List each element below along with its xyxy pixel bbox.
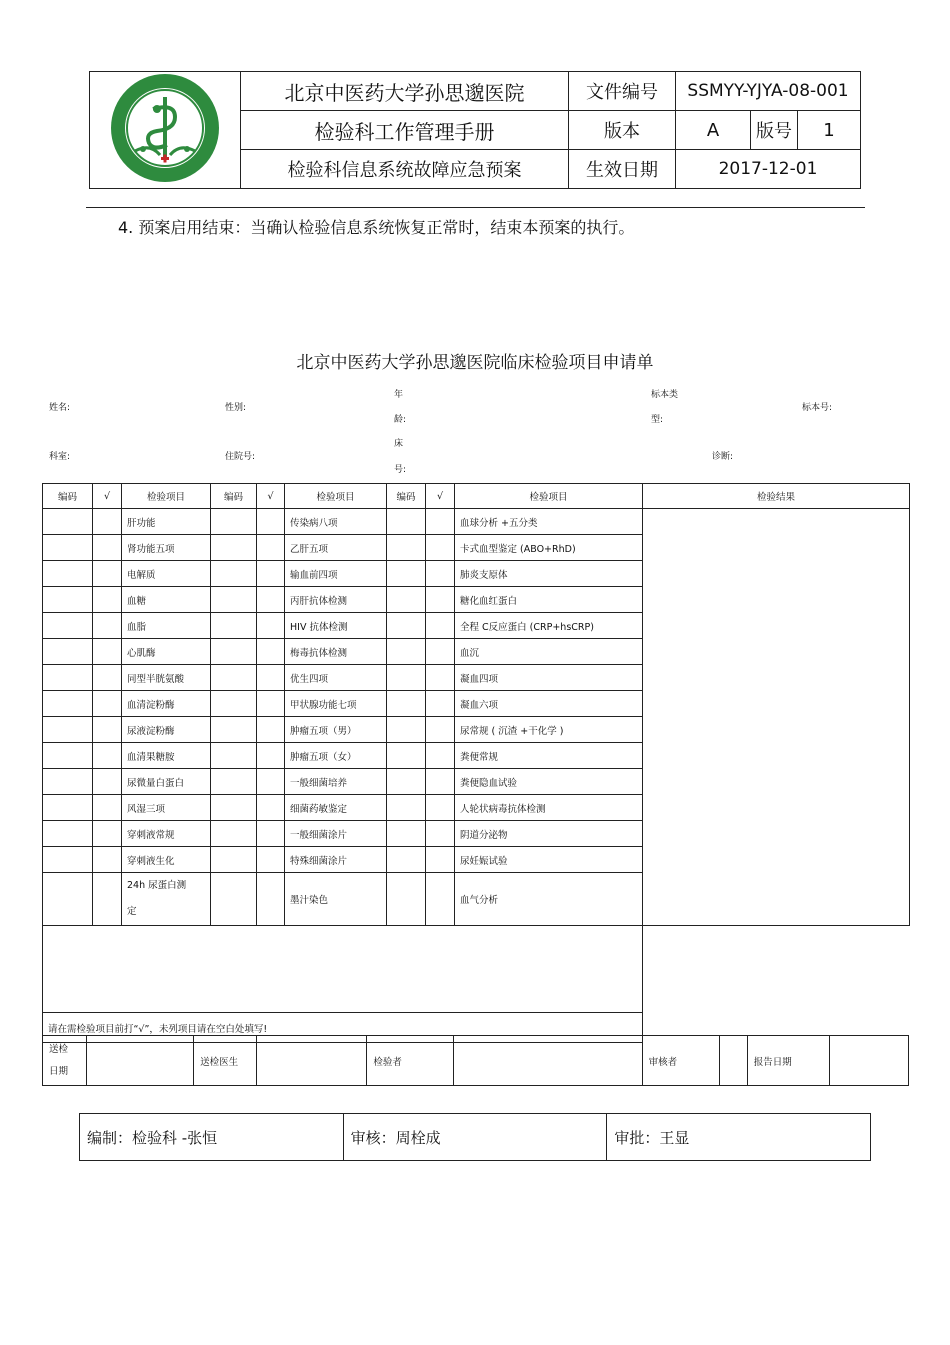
check-cell[interactable] bbox=[93, 821, 122, 847]
test-item-line-1: 24h 尿蛋白测 bbox=[127, 880, 187, 891]
code-cell[interactable] bbox=[211, 561, 257, 587]
code-cell[interactable] bbox=[43, 873, 93, 926]
send-date-label-1: 送检 bbox=[49, 1043, 69, 1055]
test-item: 粪便隐血试验 bbox=[455, 769, 643, 795]
code-cell[interactable] bbox=[387, 769, 426, 795]
check-cell[interactable] bbox=[426, 873, 455, 926]
test-item: 糖化血红蛋白 bbox=[455, 587, 643, 613]
header-divider bbox=[86, 207, 865, 208]
form-title: 北京中医药大学孙思邈医院临床检验项目申请单 bbox=[296, 353, 654, 373]
test-item: 梅毒抗体检测 bbox=[285, 639, 387, 665]
check-cell[interactable] bbox=[257, 821, 285, 847]
test-item: 一般细菌培养 bbox=[285, 769, 387, 795]
test-item: 肾功能五项 bbox=[122, 535, 211, 561]
code-cell[interactable] bbox=[43, 821, 93, 847]
test-item-line-2: 定 bbox=[127, 906, 137, 917]
test-item: 尿液淀粉酶 bbox=[122, 717, 211, 743]
signature-table bbox=[42, 1035, 909, 1086]
code-cell[interactable] bbox=[43, 769, 93, 795]
hospital-logo bbox=[90, 72, 241, 189]
test-item: 血气分析 bbox=[455, 873, 643, 926]
code-cell[interactable] bbox=[387, 613, 426, 639]
check-cell[interactable] bbox=[426, 665, 455, 691]
check-cell[interactable] bbox=[257, 561, 285, 587]
check-cell[interactable] bbox=[426, 535, 455, 561]
test-item: 一般细菌涂片 bbox=[285, 821, 387, 847]
code-cell[interactable] bbox=[211, 639, 257, 665]
check-cell[interactable] bbox=[93, 743, 122, 769]
test-item: 血清果糖胺 bbox=[122, 743, 211, 769]
check-cell[interactable] bbox=[426, 847, 455, 873]
code-cell[interactable] bbox=[387, 639, 426, 665]
code-cell[interactable] bbox=[43, 795, 93, 821]
test-item: 丙肝抗体检测 bbox=[285, 587, 387, 613]
check-cell[interactable] bbox=[257, 769, 285, 795]
code-cell[interactable] bbox=[211, 665, 257, 691]
check-cell[interactable] bbox=[426, 561, 455, 587]
code-cell[interactable] bbox=[211, 587, 257, 613]
check-cell[interactable] bbox=[93, 561, 122, 587]
document-header bbox=[89, 71, 861, 189]
code-cell[interactable] bbox=[211, 509, 257, 535]
spec-no-label: 标本号: bbox=[802, 403, 833, 413]
test-item bbox=[122, 873, 211, 926]
code-cell[interactable] bbox=[211, 821, 257, 847]
report-date-label: 报告日期 bbox=[747, 1036, 829, 1086]
test-item: 肺炎支原体 bbox=[455, 561, 643, 587]
blank-write-in-area[interactable] bbox=[43, 926, 643, 1013]
code-cell[interactable] bbox=[43, 535, 93, 561]
check-cell[interactable] bbox=[93, 639, 122, 665]
reviewer-field[interactable] bbox=[719, 1036, 747, 1086]
check-cell[interactable] bbox=[257, 691, 285, 717]
hospital-seal-icon bbox=[105, 73, 225, 183]
check-header: √ bbox=[257, 484, 285, 509]
test-item: 凝血六项 bbox=[455, 691, 643, 717]
test-item: 输血前四项 bbox=[285, 561, 387, 587]
code-cell[interactable] bbox=[211, 535, 257, 561]
test-item: 传染病八项 bbox=[285, 509, 387, 535]
code-cell[interactable] bbox=[211, 743, 257, 769]
check-cell[interactable] bbox=[426, 509, 455, 535]
version-label: 版本 bbox=[569, 111, 676, 150]
spec-type-label-1: 标本类 bbox=[651, 390, 679, 400]
effective-date: 2017-12-01 bbox=[676, 150, 861, 189]
check-cell[interactable] bbox=[257, 717, 285, 743]
code-cell[interactable] bbox=[211, 613, 257, 639]
test-item: 血球分析 +五分类 bbox=[455, 509, 643, 535]
age-label-2: 龄: bbox=[394, 415, 407, 425]
check-cell[interactable] bbox=[426, 691, 455, 717]
check-cell[interactable] bbox=[93, 717, 122, 743]
check-cell[interactable] bbox=[93, 587, 122, 613]
check-cell[interactable] bbox=[257, 587, 285, 613]
code-cell[interactable] bbox=[211, 691, 257, 717]
check-cell[interactable] bbox=[257, 535, 285, 561]
doctor-field[interactable] bbox=[257, 1036, 367, 1086]
code-cell[interactable] bbox=[387, 795, 426, 821]
code-cell[interactable] bbox=[43, 639, 93, 665]
code-cell[interactable] bbox=[211, 769, 257, 795]
manual-title: 检验科工作管理手册 bbox=[241, 111, 569, 150]
test-item: HIV 抗体检测 bbox=[285, 613, 387, 639]
check-cell[interactable] bbox=[93, 873, 122, 926]
sex-label: 性别: bbox=[225, 403, 247, 413]
test-item: 阴道分泌物 bbox=[455, 821, 643, 847]
item-header: 检验项目 bbox=[122, 484, 211, 509]
hospital-name: 北京中医药大学孙思邈医院 bbox=[241, 72, 569, 111]
spec-type-label-2: 型: bbox=[651, 415, 664, 425]
test-item: 凝血四项 bbox=[455, 665, 643, 691]
test-item: 肝功能 bbox=[122, 509, 211, 535]
code-cell[interactable] bbox=[43, 509, 93, 535]
test-item: 乙肝五项 bbox=[285, 535, 387, 561]
code-cell[interactable] bbox=[387, 587, 426, 613]
code-cell[interactable] bbox=[211, 795, 257, 821]
tester-label: 检验者 bbox=[367, 1036, 454, 1086]
plan-title: 检验科信息系统故障应急预案 bbox=[241, 150, 569, 189]
approved-by: 审批：王显 bbox=[607, 1114, 871, 1161]
code-cell[interactable] bbox=[387, 743, 426, 769]
reviewed-by: 审核：周栓成 bbox=[343, 1114, 607, 1161]
code-cell[interactable] bbox=[43, 613, 93, 639]
result-header: 检验结果 bbox=[643, 484, 910, 509]
check-cell[interactable] bbox=[257, 613, 285, 639]
check-cell[interactable] bbox=[426, 743, 455, 769]
test-item: 穿刺液常规 bbox=[122, 821, 211, 847]
test-item: 心肌酶 bbox=[122, 639, 211, 665]
check-cell[interactable] bbox=[93, 665, 122, 691]
code-cell[interactable] bbox=[387, 665, 426, 691]
check-cell[interactable] bbox=[426, 821, 455, 847]
code-cell[interactable] bbox=[43, 717, 93, 743]
version-value: A bbox=[676, 111, 751, 150]
check-cell[interactable] bbox=[93, 613, 122, 639]
compiled-by: 编制：检验科 -张恒 bbox=[80, 1114, 344, 1161]
code-cell[interactable] bbox=[211, 717, 257, 743]
test-item: 血沉 bbox=[455, 639, 643, 665]
code-cell[interactable] bbox=[387, 535, 426, 561]
code-cell[interactable] bbox=[43, 743, 93, 769]
check-cell[interactable] bbox=[93, 847, 122, 873]
item-header: 检验项目 bbox=[285, 484, 387, 509]
check-cell[interactable] bbox=[257, 743, 285, 769]
diagnosis-label: 诊断: bbox=[712, 452, 734, 462]
item-header: 检验项目 bbox=[455, 484, 643, 509]
test-item: 墨汁染色 bbox=[285, 873, 387, 926]
name-label: 姓名: bbox=[49, 403, 71, 413]
check-cell[interactable] bbox=[426, 795, 455, 821]
check-cell[interactable] bbox=[257, 795, 285, 821]
check-cell[interactable] bbox=[257, 639, 285, 665]
test-item: 肿瘤五项（男） bbox=[285, 717, 387, 743]
code-cell[interactable] bbox=[43, 847, 93, 873]
code-header: 编码 bbox=[211, 484, 257, 509]
test-item: 粪便常规 bbox=[455, 743, 643, 769]
doctor-label: 送检医生 bbox=[194, 1036, 257, 1086]
check-header: √ bbox=[426, 484, 455, 509]
test-item: 甲状腺功能七项 bbox=[285, 691, 387, 717]
test-item: 细菌药敏鉴定 bbox=[285, 795, 387, 821]
code-cell[interactable] bbox=[387, 691, 426, 717]
code-cell[interactable] bbox=[43, 587, 93, 613]
inpatient-no-label: 住院号: bbox=[225, 452, 256, 462]
test-item: 尿妊娠试验 bbox=[455, 847, 643, 873]
check-cell[interactable] bbox=[257, 847, 285, 873]
check-cell[interactable] bbox=[426, 769, 455, 795]
check-header: √ bbox=[93, 484, 122, 509]
code-cell[interactable] bbox=[211, 873, 257, 926]
doc-no: SSMYY-YJYA-08-001 bbox=[676, 72, 861, 111]
code-cell[interactable] bbox=[387, 717, 426, 743]
code-cell[interactable] bbox=[43, 691, 93, 717]
reviewer-label: 审核者 bbox=[642, 1036, 719, 1086]
bed-label-1: 床 bbox=[394, 439, 404, 449]
request-table bbox=[42, 483, 910, 1043]
tester-field[interactable] bbox=[454, 1036, 642, 1086]
test-item: 电解质 bbox=[122, 561, 211, 587]
doc-no-label: 文件编号 bbox=[569, 72, 676, 111]
send-date-field[interactable] bbox=[87, 1036, 194, 1086]
bed-label-2: 号: bbox=[394, 465, 407, 475]
edition-label: 版号 bbox=[751, 111, 798, 150]
test-item: 尿微量白蛋白 bbox=[122, 769, 211, 795]
effective-label: 生效日期 bbox=[569, 150, 676, 189]
send-date-label-2: 日期 bbox=[49, 1065, 69, 1077]
approval-footer bbox=[79, 1113, 871, 1161]
check-cell[interactable] bbox=[93, 535, 122, 561]
code-cell[interactable] bbox=[387, 509, 426, 535]
check-cell[interactable] bbox=[257, 509, 285, 535]
check-cell[interactable] bbox=[257, 873, 285, 926]
code-cell[interactable] bbox=[387, 847, 426, 873]
check-cell[interactable] bbox=[93, 691, 122, 717]
paragraph: 4. 预案启用结束：当确认检验信息系统恢复正常时，结束本预案的执行。 bbox=[118, 218, 635, 237]
test-item: 人轮状病毒抗体检测 bbox=[455, 795, 643, 821]
test-item: 穿刺液生化 bbox=[122, 847, 211, 873]
check-cell[interactable] bbox=[426, 717, 455, 743]
age-label-1: 年 bbox=[394, 390, 404, 400]
code-header: 编码 bbox=[387, 484, 426, 509]
test-item: 尿常规 ( 沉渣 +干化学 ) bbox=[455, 717, 643, 743]
code-cell[interactable] bbox=[43, 561, 93, 587]
result-area[interactable] bbox=[643, 509, 910, 926]
code-cell[interactable] bbox=[387, 561, 426, 587]
test-item: 血脂 bbox=[122, 613, 211, 639]
test-item: 特殊细菌涂片 bbox=[285, 847, 387, 873]
check-cell[interactable] bbox=[93, 795, 122, 821]
send-date-label bbox=[43, 1036, 87, 1086]
check-cell[interactable] bbox=[93, 509, 122, 535]
code-cell[interactable] bbox=[211, 847, 257, 873]
test-item: 血清淀粉酶 bbox=[122, 691, 211, 717]
test-item: 同型半胱氨酸 bbox=[122, 665, 211, 691]
test-item: 全程 C反应蛋白 (CRP+hsCRP) bbox=[455, 613, 643, 639]
check-cell[interactable] bbox=[257, 665, 285, 691]
test-item: 风湿三项 bbox=[122, 795, 211, 821]
check-cell[interactable] bbox=[426, 613, 455, 639]
code-cell[interactable] bbox=[43, 665, 93, 691]
check-cell[interactable] bbox=[426, 587, 455, 613]
code-header: 编码 bbox=[43, 484, 93, 509]
edition-value: 1 bbox=[798, 111, 861, 150]
test-item: 肿瘤五项（女） bbox=[285, 743, 387, 769]
test-item: 优生四项 bbox=[285, 665, 387, 691]
code-cell[interactable] bbox=[387, 873, 426, 926]
check-cell[interactable] bbox=[426, 639, 455, 665]
instruction-note: 请在需检验项目前打“√”，未列项目请在空白处填写! bbox=[43, 1013, 643, 1043]
test-item: 血糖 bbox=[122, 587, 211, 613]
test-item: 卡式血型鉴定 (ABO+RhD) bbox=[455, 535, 643, 561]
report-date-field[interactable] bbox=[829, 1036, 908, 1086]
code-cell[interactable] bbox=[387, 821, 426, 847]
dept-label: 科室: bbox=[49, 452, 71, 462]
check-cell[interactable] bbox=[93, 769, 122, 795]
